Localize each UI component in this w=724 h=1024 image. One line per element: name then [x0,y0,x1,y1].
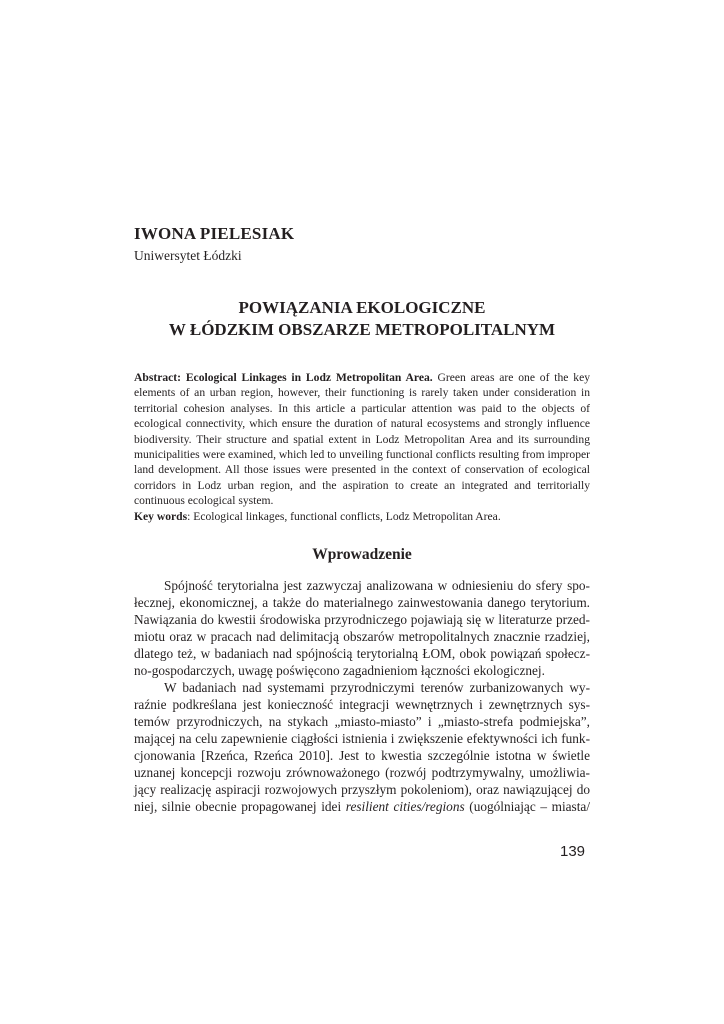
body-line-last-start: niej, silnie obecnie propagowanej idei [134,799,346,814]
body-line: W badaniach nad systemami przyrodniczymi terenów zurbanizowanych wy- [164,680,590,695]
abstract [134,370,590,524]
article-title [134,297,590,341]
page-number: 139 [560,843,586,860]
body-line-last-end: (uogólniając – miasta/ [464,799,591,814]
body-line: temów przyrodniczych, na stykach „miasto-miasto” i „miasto-strefa podmiejska”, [134,714,590,729]
body-line: jący realizację aspiracji rozwojowych przyszłym pokoleniom), oraz nawiązującej do [134,782,590,797]
keywords-label: Key words [134,509,188,523]
section-heading: Wprowadzenie [312,546,412,563]
body-text [134,577,590,815]
keywords-text: : Ecological linkages, functional conflicts, Lodz Metropolitan Area. [187,509,501,523]
body-line: no-gospodarczych, uwagę poświęcono zagadnieniom łączności ekologicznej. [134,663,545,678]
body-line: łecznej, ekonomicznej, a także do materialnego zainwestowania danego terytorium. [134,595,590,610]
article-title-line-2: W ŁÓDZKIM OBSZARZE METROPOLITALNYM [168,320,556,339]
body-line: dlatego też, w badaniach nad spójnością terytorialną ŁOM, obok powiązań społecz- [134,646,590,661]
body-line: uznanej koncepcji rozwoju zrównoważonego (rozwój podtrzymywalny, umożliwia- [134,765,590,780]
abstract-text: Green areas are one of the key elements of an urban region, however, their functioning is rarely taken under consideration in territorial cohesion analyses. In this article a particular attention was paid to the objects of ecological connectivity, which ensure the duration of natural ecosystems and strongly influence biodiversity. Their structure and spatial extent in Lodz Metropolitan Area and its surrounding municipalities were examined, which led to unveiling functional conflicts resulting from improper land development. All those issues were presented in the context of conservation of ecological corridors in Lodz urban region, and the aspiration to create an integrated and territorially continuous ecological system. [134,371,591,508]
body-line: mającej na celu zapewnienie ciągłości istnienia i zwiększenie efektywności ich funk- [134,731,590,746]
body-line-last-italic: resilient cities/regions [345,799,465,814]
author-affiliation: Uniwersytet Łódzki [134,248,242,263]
author-name: IWONA PIELESIAK [134,224,295,243]
body-line: miotu oraz w pracach nad delimitacją obszarów metropolitalnych znacznie rzadziej, [134,629,590,644]
body-line-last [134,798,590,815]
body-line: Spójność terytorialna jest zazwyczaj analizowana w odniesieniu do sfery spo- [164,578,590,593]
body-line: Nawiązania do kwestii środowiska przyrodniczego pojawiają się w literaturze przed- [134,612,590,627]
body-line: raźnie podkreślana jest konieczność integracji wewnętrznych i zewnętrznych sys- [134,697,590,712]
article-title-line-1: POWIĄZANIA EKOLOGICZNE [238,298,486,317]
abstract-label: Abstract: Ecological Linkages in Lodz Metropolitan Area. [134,371,433,384]
body-line: cjonowania [Rzeńca, Rzeńca 2010]. Jest to kwestia szczególnie istotna w świetle [134,748,590,763]
